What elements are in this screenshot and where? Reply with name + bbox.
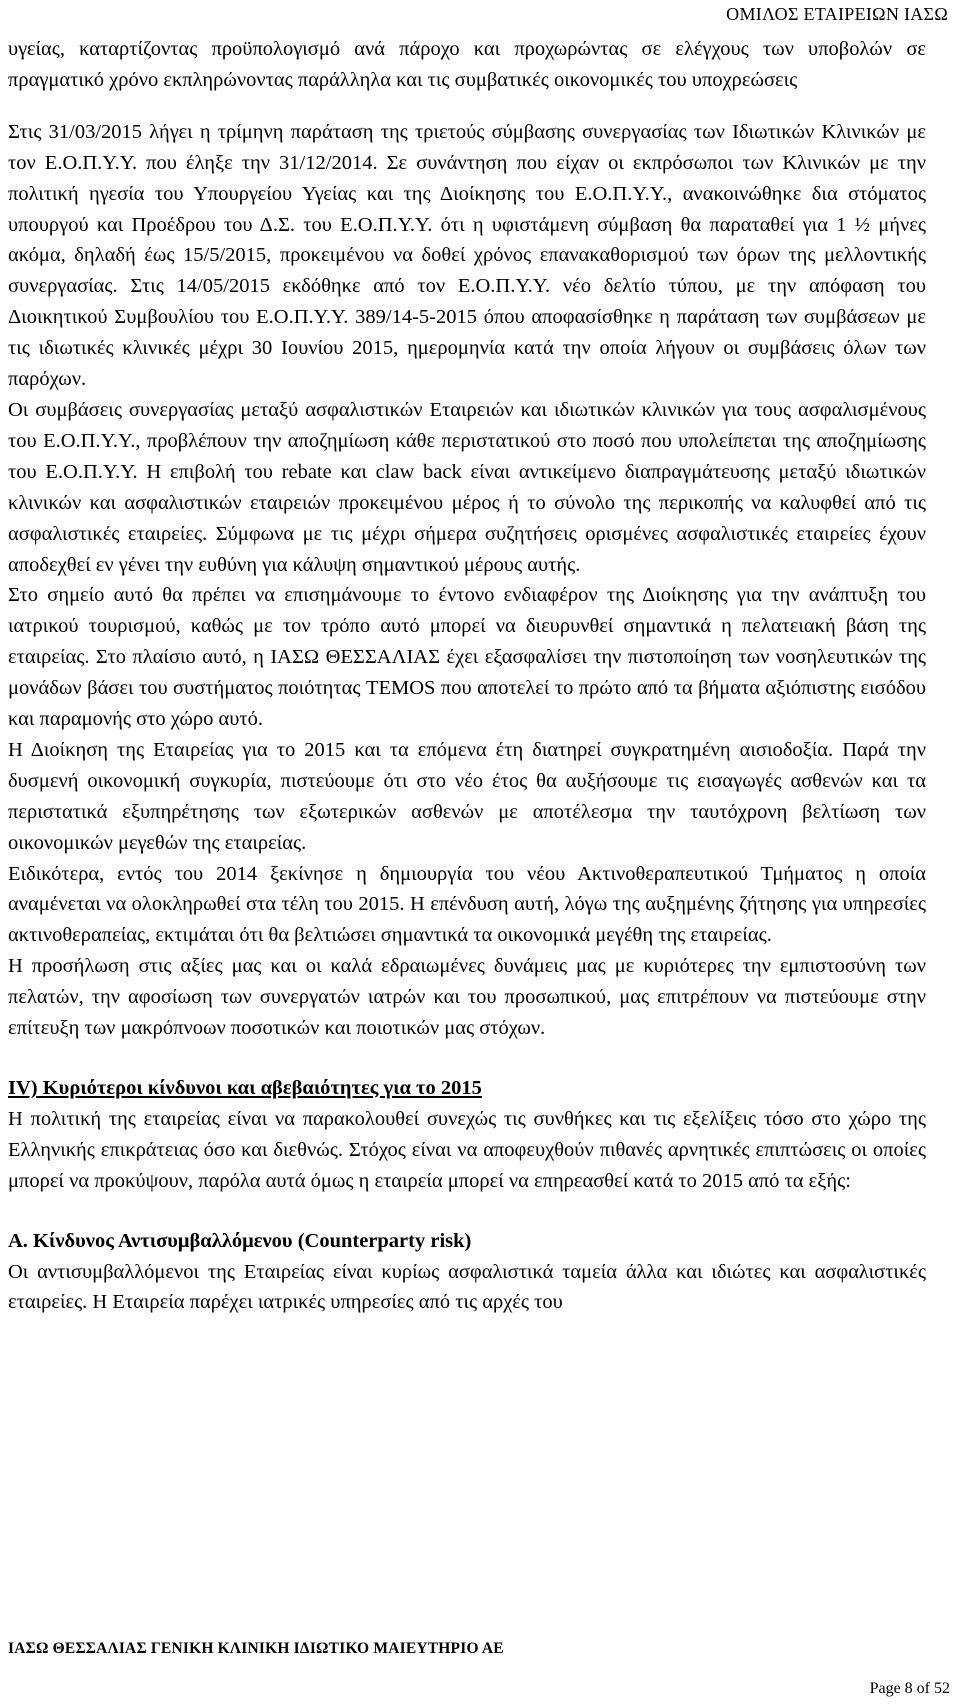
paragraph-5: Η Διοίκηση της Εταιρείας για το 2015 και τα επόμενα έτη διατηρεί συγκρατημένη αισιοδοξία. Παρά την δυσμενή οικονομική συγκυρία, πιστεύουμε ότι στο νέο έτος θα αυξήσουμε τις εισαγωγές ασθενών και τα περιστατικά εξυπηρέτησης των εξωτερικών ασθενών με αποτέλεσμα την ταυτόχρονη βελτίωση των οικονομικών μεγεθών της εταιρείας.: [8, 738, 926, 854]
paragraph-2: Στις 31/03/2015 λήγει η τρίμηνη παράταση της τριετούς σύμβασης συνεργασίας των Ιδιωτικών Κλινικών με τον Ε.Ο.Π.Υ.Υ. που έληξε την 31/12/2014. Σε συνάντηση που είχαν οι εκπρόσωποι των Κλινικών με την πολιτική ηγεσία του Υπουργείου Υγείας και της Διοίκησης του Ε.Ο.Π.Υ.Υ., ανακοινώθηκε δια στόματος υπουργού και Προέδρου του Δ.Σ. του Ε.Ο.Π.Υ.Υ. ότι η υφιστάμενη σύμβαση θα παραταθεί για 1 ½ μήνες ακόμα, δηλαδή έως 15/5/2015, προκειμένου να δοθεί χρόνος επανακαθορισμού των όρων της μελλοντικής συνεργασίας. Στις 14/05/2015 εκδόθηκε από τον Ε.Ο.Π.Υ.Υ. νέο δελτίο τύπου, με την απόφαση του Διοικητικού Συμβουλίου του Ε.Ο.Π.Υ.Υ. 389/14-5-2015 όπου αποφασίσθηκε η παράταση των συμβάσεων με τις ιδιωτικές κλινικές μέχρι 30 Ιουνίου 2015, ημερομηνία κατά την οποία λήγουν οι συμβάσεις όλων των παρόχων.: [8, 120, 926, 391]
paragraph-3: Οι συμβάσεις συνεργασίας μεταξύ ασφαλιστικών Εταιρειών και ιδιωτικών κλινικών για τους ασφαλισμένους του Ε.Ο.Π.Υ.Υ., προβλέπουν την αποζημίωση κάθε περιστατικού στο ποσό που υπολείπεται της αποζημίωσης του Ε.Ο.Π.Υ.Υ. Η επιβολή του rebate και claw back είναι αντικείμενο διαπραγμάτευσης μεταξύ ιδιωτικών κλινικών και ασφαλιστικών εταιρειών προκειμένου μέρος ή το σύνολο της περικοπής να καλυφθεί από τις ασφαλιστικές εταιρείες. Σύμφωνα με τις μέχρι σήμερα συζητήσεις ορισμένες ασφαλιστικές εταιρείες έχουν αποδεχθεί εν γένει την ευθύνη για κάλυψη σημαντικού μέρους αυτής.: [8, 398, 926, 576]
paragraph-1: υγείας, καταρτίζοντας προϋπολογισμό ανά πάροχο και προχωρώντας σε ελέγχους των υποβολών σε πραγματικό χρόνο εκπληρώνοντας παράλληλα και τις συμβατικές οικονομικές του υποχρεώσεις: [8, 38, 926, 91]
paragraph-8: Η πολιτική της εταιρείας είναι να παρακολουθεί συνεχώς τις συνθήκες και τις εξελίξεις τόσο στο χώρο της Ελληνικής επικράτειας όσο και διεθνώς. Στόχος είναι να αποφευχθούν πιθανές αρνητικές επιπτώσεις οι οποίες μπορεί να προκύψουν, παρόλα αυτά όμως η εταιρεία μπορεί να επηρεασθεί κατά το 2015 από τα εξής:: [8, 1107, 926, 1192]
paragraph-9: Οι αντισυμβαλλόμενοι της Εταιρείας είναι κυρίως ασφαλιστικά ταμεία άλλα και ιδιώτες και ασφαλιστικές εταιρείες. Η Εταιρεία παρέχει ιατρικές υπηρεσίες από τις αρχές του: [8, 1260, 926, 1314]
subsection-heading-a: A. Κίνδυνος Αντισυμβαλλόμενου (Counterparty risk): [8, 1229, 472, 1252]
paragraph-7: Η προσήλωση στις αξίες μας και οι καλά εδραιωμένες δυνάμεις μας με κυριότερες την εμπιστοσύνη των πελατών, την αφοσίωση των συνεργατών ιατρών και του προσωπικού, μας επιτρέπουν να πιστεύουμε στην επίτευξη των μακρόπνοων ποσοτικών και ποιοτικών μας στόχων.: [8, 955, 926, 1040]
section-heading-iv: IV) Κυριότεροι κίνδυνοι και αβεβαιότητες για το 2015: [8, 1077, 482, 1099]
paragraph-6: Ειδικότερα, εντός του 2014 ξεκίνησε η δημιουργία του νέου Ακτινοθεραπευτικού Τμήματος η οποία αναμένεται να ολοκληρωθεί στα τέλη του 2015. Η επένδυση αυτή, λόγω της αυξημένης ζήτησης για υπηρεσίες ακτινοθεραπείας, εκτιμάται ότι θα βελτιώσει σημαντικά τα οικονομικά μεγέθη της εταιρείας.: [8, 862, 926, 947]
paragraph-4: Στο σημείο αυτό θα πρέπει να επισημάνουμε το έντονο ενδιαφέρον της Διοίκησης για την ανάπτυξη του ιατρικού τουρισμού, καθώς με τον τρόπο αυτό μπορεί να διευρυνθεί σημαντικά η πελατειακή βάση της εταιρείας. Στο πλαίσιο αυτό, η ΙΑΣΩ ΘΕΣΣΑΛΙΑΣ έχει εξασφαλίσει την πιστοποίηση των νοσηλευτικών της μονάδων βάσει του συστήματος ποιότητας TEMOS που αποτελεί το πρώτο από τα βήματα αξιόπιστης εισόδου και παραμονής στο χώρο αυτό.: [8, 584, 926, 731]
page-number: Page 8 of 52: [869, 1680, 950, 1697]
footer-company-name: ΙΑΣΩ ΘΕΣΣΑΛΙΑΣ ΓΕΝΙΚΗ ΚΛΙΝΙΚΗ ΙΔΙΩΤΙΚΟ ΜΑΙΕΥΤΗΡΙΟ ΑΕ: [8, 1640, 504, 1657]
page-header-title: ΟΜΙΛΟΣ ΕΤΑΙΡΕΙΩΝ ΙΑΣΩ: [726, 4, 948, 24]
document-body: [8, 34, 926, 1318]
